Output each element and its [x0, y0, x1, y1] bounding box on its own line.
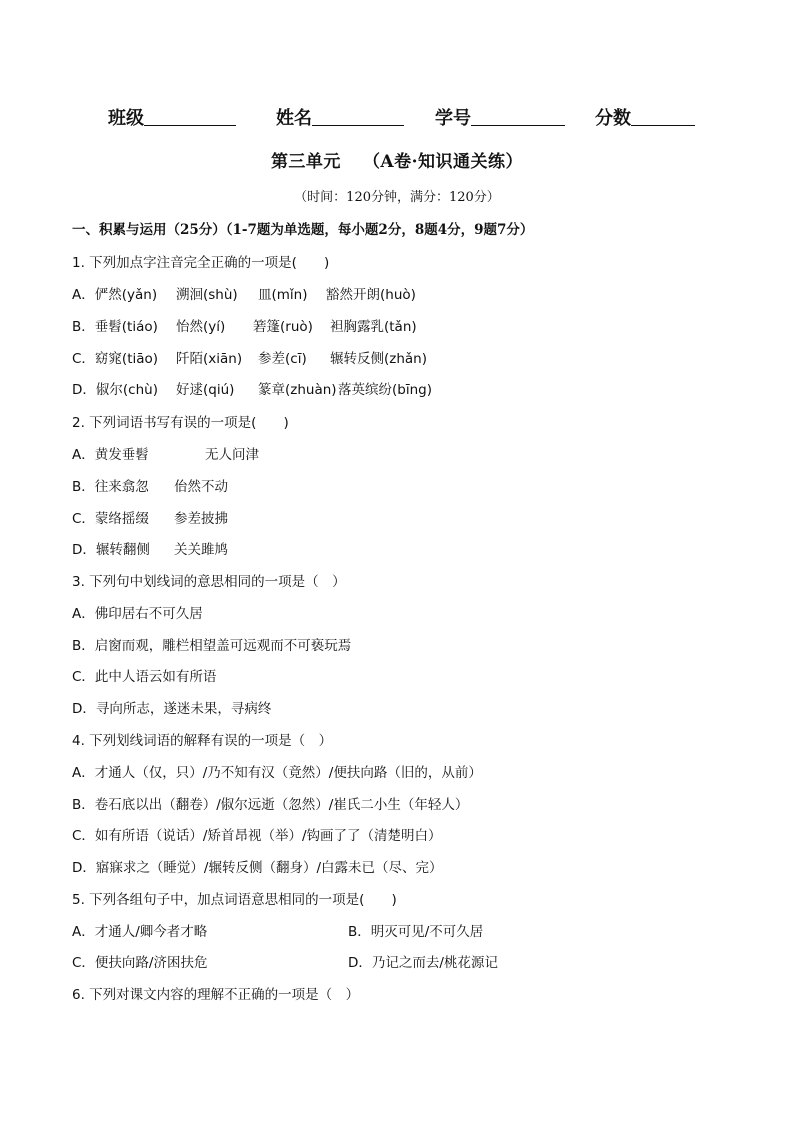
question-5-option-a[interactable]: A．才通人/卿今者才略	[72, 924, 208, 940]
student-info-row	[108, 104, 708, 130]
question-3-stem: 3. 下列句中划线词的意思相同的一项是（ ）	[72, 574, 346, 590]
section-heading: 一、积累与运用（25分）（1-7题为单选题，每小题2分，8题4分，9题7分）	[72, 222, 534, 238]
name-label: 姓名	[276, 108, 312, 129]
id-blank[interactable]	[471, 107, 565, 126]
score-blank[interactable]	[631, 107, 695, 126]
question-5-option-b[interactable]: B．明灭可见/不可久居	[348, 924, 484, 940]
question-5-option-d[interactable]: D．乃记之而去/桃花源记	[348, 955, 498, 971]
question-5-option-c[interactable]: C．便扶向路/济困扶危	[72, 955, 208, 971]
score-field	[595, 104, 695, 130]
page-title	[0, 147, 794, 172]
name-blank[interactable]	[312, 107, 404, 126]
name-field	[276, 104, 404, 130]
question-3-option-c[interactable]: C．此中人语云如有所语	[72, 669, 217, 685]
question-1-stem: 1. 下列加点字注音完全正确的一项是( )	[72, 255, 330, 271]
question-2-stem: 2. 下列词语书写有误的一项是( )	[72, 415, 289, 431]
question-4-option-a[interactable]: A．才通人（仅，只）/乃不知有汉（竟然）/便扶向路（旧的，从前）	[72, 765, 482, 781]
title-main: 第三单元	[270, 152, 341, 172]
question-3-option-b[interactable]: B．启窗而观，雕栏相望盖可远观而不可亵玩焉	[72, 638, 352, 654]
id-field	[435, 104, 565, 130]
title-sub: （A卷·知识通关练）	[362, 152, 524, 172]
question-6-stem: 6. 下列对课文内容的理解不正确的一项是（ ）	[72, 987, 360, 1003]
class-label: 班级	[108, 108, 144, 129]
class-field	[108, 104, 236, 130]
question-4-stem: 4. 下列划线词语的解释有误的一项是（ ）	[72, 733, 333, 749]
class-blank[interactable]	[144, 107, 236, 126]
question-4-option-d[interactable]: D．寤寐求之（睡觉）/辗转反侧（翻身）/白露未已（尽、完）	[72, 860, 443, 876]
question-4-option-c[interactable]: C．如有所语（说话）/矫首昂视（举）/钩画了了（清楚明白）	[72, 828, 442, 844]
id-label: 学号	[435, 108, 471, 129]
question-3-option-d[interactable]: D．寻向所志，遂迷未果，寻病终	[72, 701, 272, 717]
score-label: 分数	[595, 108, 631, 129]
exam-page: 班级 姓名 学号 分数 第三单元 （A卷·知识通关练） （时间：120分钟，满分：120分） 一、积累与运用（25分）（1-7题为单选题，每小题2分，8题4分，9题7分） 1. 下列加点字注音完全正确的一项是( ) A．俨然(yǎn) 溯洄(shù) 皿(mǐn) 豁然开朗(huò) B．垂髫(tiáo) 怡然(yí) 箬篷(ruò) 袒胸露乳(tǎn) C．窈窕(tiāo) 阡陌(xiān) 参差(cī) 辗转反侧(zhǎn) D．俶尔(chù) 好逑(qiú) 篆章(zhuàn) 落英缤纷(bīng) 2. 下列词语书写有误的一项是( ) A．黄发垂髫 无人问津 B．往来翕忽 佁然不动 C．蒙络摇缀 参差披拂 D．辗转翻侧 关关雎鸠 3. 下列句中划线词的意思相同的一项是（ ） A．佛印居右不可久居 B．启窗而观，雕栏相望盖可远观而不可亵玩焉 C．此中人语云如有所语 D．寻向所志，遂迷未果，寻病终 4. 下列划线词语的解释有误的一项是（ ） A．才通人（仅，只）/乃不知有汉（竟然）/便扶向路（旧的，从前） B．卷石底以出（翻卷）/俶尔远逝（忽然）/崔氏二小生（年轻人） C．如有所语（说话）/矫首昂视（举）/钩画了了（清楚明白） D．寤寐求之（睡觉）/辗转反侧（翻身）/白露未已（尽、完） 5. 下列各组句子中，加点词语意思相同的一项是( ) A．才通人/卿今者才略 B．明灭可见/不可久居 C．便扶向路/济困扶危 D．乃记之而去/桃花源记 6. 下列对课文内容的理解不正确的一项是（ ）	[0, 0, 794, 1123]
exam-time-info: （时间：120分钟，满分：120分）	[294, 190, 500, 205]
question-3-option-a[interactable]: A．佛印居右不可久居	[72, 606, 203, 622]
question-4-option-b[interactable]: B．卷石底以出（翻卷）/俶尔远逝（忽然）/崔氏二小生（年轻人）	[72, 797, 469, 813]
question-5-stem: 5. 下列各组句子中，加点词语意思相同的一项是( )	[72, 892, 397, 908]
